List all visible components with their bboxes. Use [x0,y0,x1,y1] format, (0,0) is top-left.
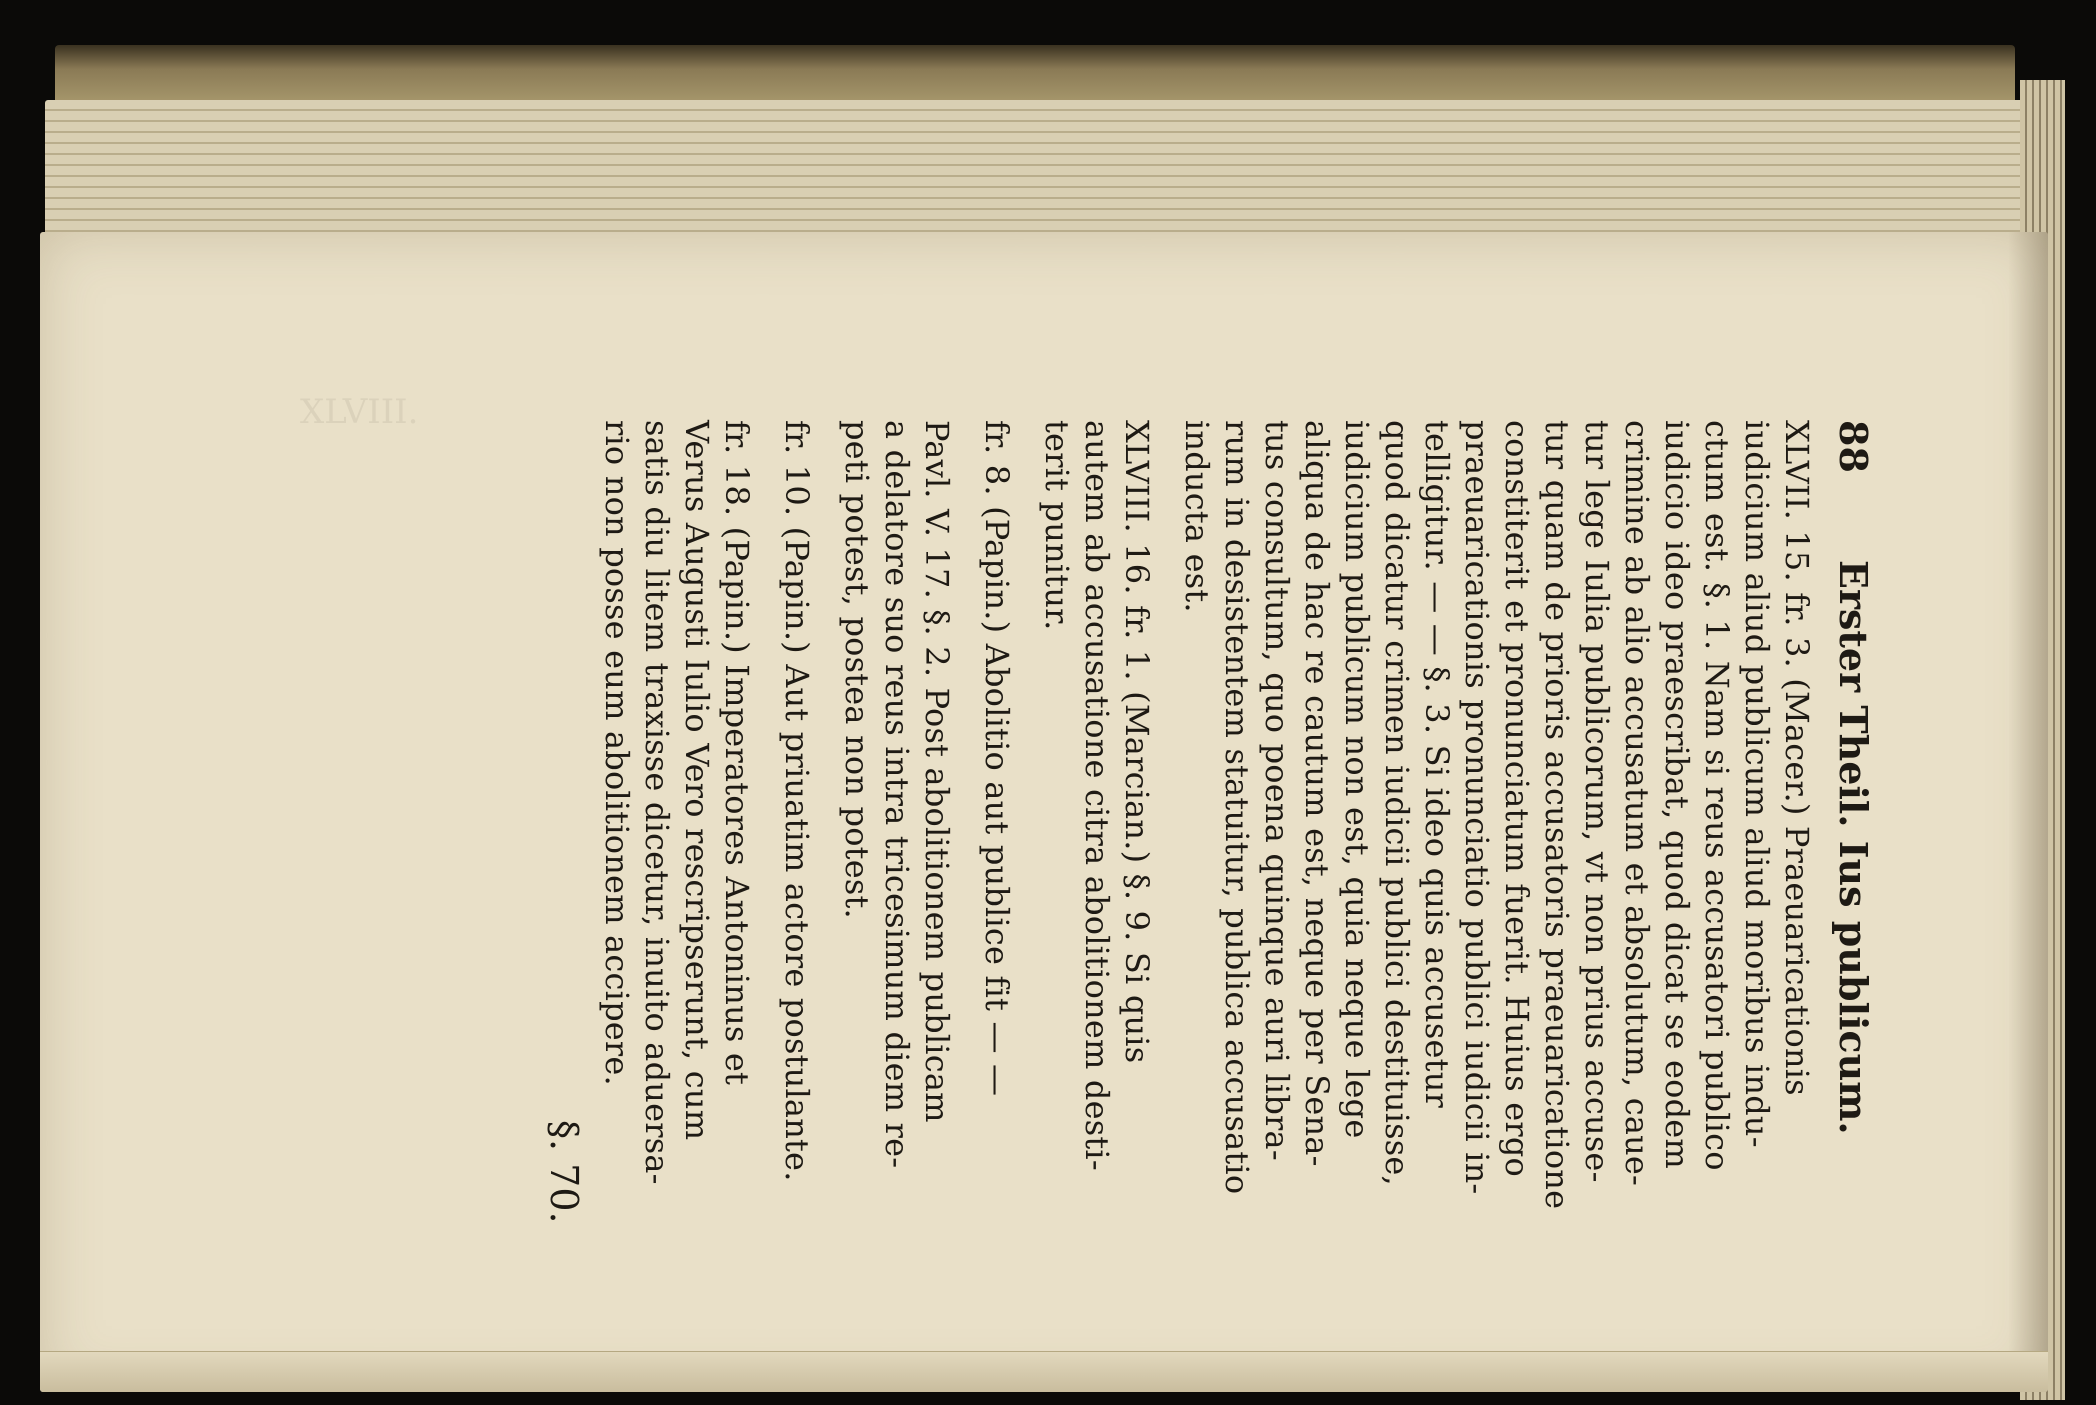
running-title: Erster Theil. Ius publicum. [1831,560,1876,1135]
page-fold-shadow [2008,232,2048,1392]
text-line: Pavl. V. 17. §. 2. Post abolitionem publicam [918,420,956,1123]
bleed-through-text: XLVIII. [300,392,419,432]
book-edge-top [55,45,2015,105]
text-line: fr. 10. (Papin.) Aut priuatim actore postulante. [778,420,816,1182]
text-line: iudicium publicum non est, quia neque lege [1338,420,1376,1139]
text-line: Verus Augusti Iulio Vero rescripserunt, cum [678,420,716,1141]
text-line: satis diu litem traxisse dicetur, inuito aduersa- [638,420,676,1185]
page-stack-edge [45,100,2035,240]
text-line: ctum est. §. 1. Nam si reus accusatori publico [1698,420,1736,1171]
text-line: constiterit et pronunciatum fuerit. Huius ergo [1498,420,1536,1177]
text-line: autem ab accusatione citra abolitionem desti- [1078,420,1116,1171]
text-line: XLVIII. 16. fr. 1. (Marcian.) §. 9. Si quis [1118,420,1156,1064]
text-line: a delatore suo reus intra tricesimum diem re- [878,420,916,1169]
catchword: §. 70. [542,1120,586,1224]
text-line: crimine ab alio accusatum et absolutum, caue- [1618,420,1656,1187]
text-line: telligitur. — — §. 3. Si ideo quis accusetur [1418,420,1456,1109]
page-bottom-edge [40,1351,2048,1392]
text-line: rio non posse eum abolitionem accipere. [598,420,636,1086]
rotated-text-block [542,420,1876,1300]
text-line: praeuaricationis pronunciatio publici iudicii in- [1458,420,1496,1195]
text-line: tur lege Iulia publicorum, vt non prius accuse- [1578,420,1616,1183]
text-line: tus consultum, quo poena quinque auri libra- [1258,420,1296,1161]
text-line: XLVII. 15. fr. 3. (Macer.) Praeuaricationis [1778,420,1816,1096]
text-line: fr. 8. (Papin.) Abolitio aut publice fit — — [978,420,1016,1097]
text-line: tur quam de prioris accusatoris praeuaricatione [1538,420,1576,1210]
text-line: aliqua de hac re cautum est, neque per Sena- [1298,420,1336,1167]
text-line: inducta est. [1178,420,1216,613]
text-line: fr. 18. (Papin.) Imperatores Antoninus et [718,420,756,1086]
text-line: iudicio ideo praescribat, quod dicat se eodem [1658,420,1696,1169]
text-line: iudicium aliud publicum aliud moribus indu- [1738,420,1776,1148]
text-line: terit punitur. [1038,420,1076,631]
text-line: quod dicatur crimen iudicii publici destituisse, [1378,420,1416,1186]
page-number: 88 [1831,420,1876,473]
text-line: peti potest, postea non potest. [838,420,876,919]
text-line: rum in desistentem statuitur, publica accusatio [1218,420,1256,1195]
